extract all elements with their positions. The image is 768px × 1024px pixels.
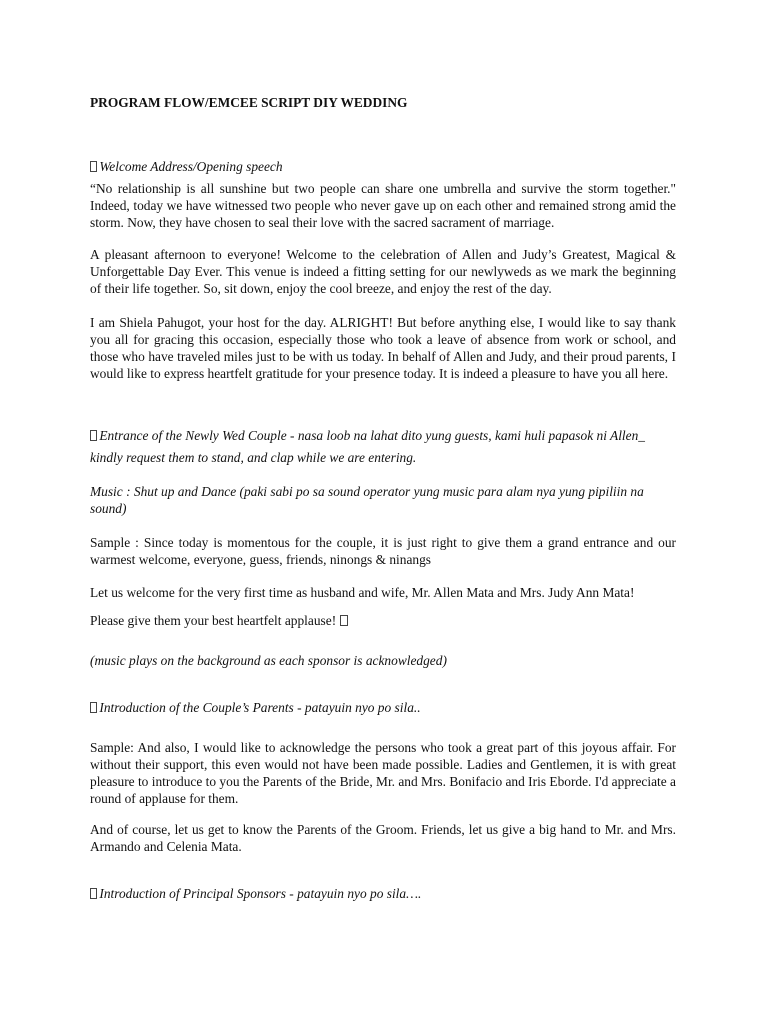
bullet-icon	[90, 702, 97, 713]
smiley-icon	[340, 615, 347, 626]
bullet-icon	[90, 888, 97, 899]
section-heading-parents: Introduction of the Couple’s Parents - patayuin nyo po sila..	[90, 699, 676, 716]
entrance-subline: kindly request them to stand, and clap while we are entering.	[90, 450, 417, 465]
music-note: Music : Shut up and Dance (paki sabi po sa sound operator yung music para alam nya yung pipiliin na sound)	[90, 484, 644, 516]
welcome-paragraph-3: I am Shiela Pahugot, your host for the day. ALRIGHT! But before anything else, I would like to say thank you all for gracing this occasion, especially those who took a leave of absence from work or school, and those who have traveled miles just to be with us today. In behalf of Allen and Judy, and their proud parents, I would like to express heartfelt gratitude for your presence today. It is indeed a pleasure to have you all here.	[90, 315, 676, 381]
welcome-paragraph-1: “No relationship is all sunshine but two people can share one umbrella and survive the storm together." Indeed, today we have witnessed two people who never gave up on each other and remained strong amid the storm. Now, they have chosen to seal their love with the sacred sacrament of marriage.	[90, 181, 676, 230]
entrance-welcome-line: Let us welcome for the very first time as husband and wife, Mr. Allen Mata and Mrs. Judy Ann Mata!	[90, 585, 635, 600]
section-heading-welcome: Welcome Address/Opening speech	[90, 158, 676, 175]
bullet-icon	[90, 161, 97, 172]
document-title: PROGRAM FLOW/EMCEE SCRIPT DIY WEDDING	[90, 95, 408, 110]
section-heading-entrance: Entrance of the Newly Wed Couple - nasa loob na lahat dito yung guests, kami huli papasok ni Allen_	[90, 427, 676, 444]
entrance-sample: Sample : Since today is momentous for the couple, it is just right to give them a grand entrance and our warmest welcome, everyone, guess, friends, ninongs & ninangs	[90, 535, 676, 567]
parents-paragraph-2: And of course, let us get to know the Parents of the Groom. Friends, let us give a big hand to Mr. and Mrs. Armando and Celenia Mata.	[90, 822, 676, 854]
applause-line: Please give them your best heartfelt applause!	[90, 612, 676, 629]
music-background-note: (music plays on the background as each sponsor is acknowledged)	[90, 653, 447, 668]
section-heading-sponsors: Introduction of Principal Sponsors - patayuin nyo po sila….	[90, 885, 676, 902]
bullet-icon	[90, 430, 97, 441]
welcome-paragraph-2: A pleasant afternoon to everyone! Welcome to the celebration of Allen and Judy’s Greatest, Magical & Unforgettable Day Ever. This venue is indeed a fitting setting for our newlyweds as we mark the beginning of their life together. So, sit down, enjoy the cool breeze, and enjoy the rest of the day.	[90, 247, 676, 296]
parents-paragraph-1: Sample: And also, I would like to acknowledge the persons who took a great part of this joyous affair. For without their support, this even would not have been made possible. Ladies and Gentlemen, it is with great pleasure to introduce to you the Parents of the Bride, Mr. and Mrs. Bonifacio and Iris Eborde. I'd appreciate a round of applause for them.	[90, 740, 676, 806]
